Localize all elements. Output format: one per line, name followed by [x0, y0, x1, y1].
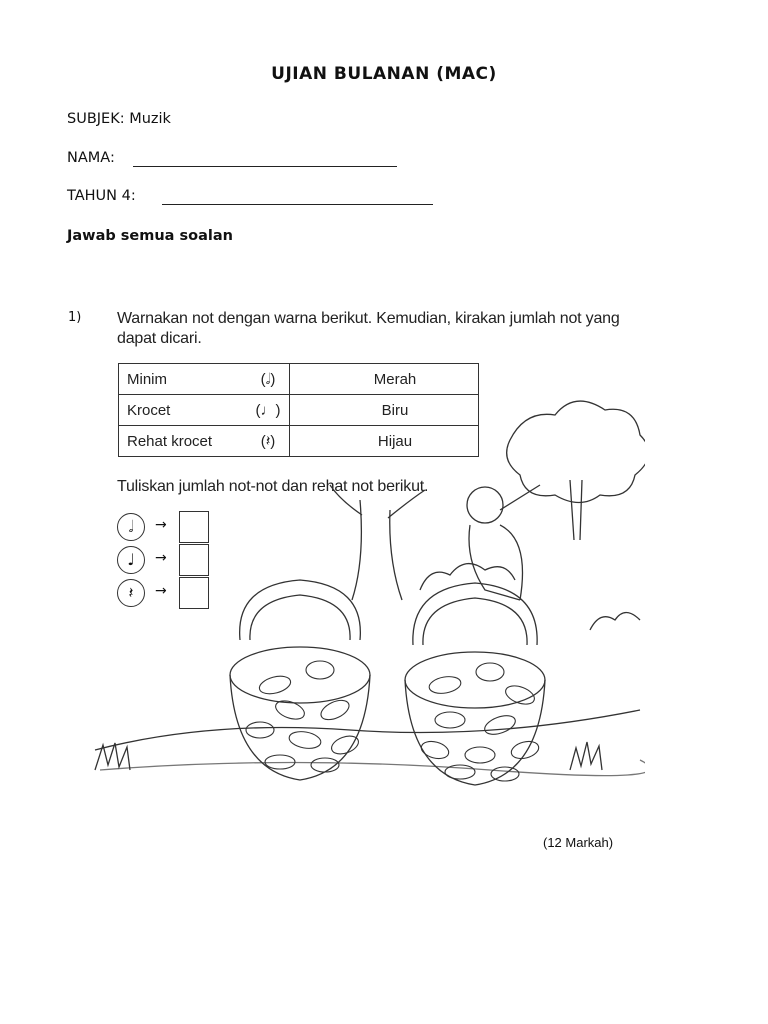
- baskets-illustration: [90, 300, 645, 820]
- minim-note-icon: 𝅗𝅥: [117, 513, 145, 541]
- arrow-icon: →: [155, 550, 167, 566]
- question-figure: [90, 300, 645, 820]
- arrow-icon: →: [155, 583, 167, 599]
- arrow-icon: →: [155, 517, 167, 533]
- crotchet-note-icon: ♩: [117, 546, 145, 574]
- year-label: TAHUN 4:: [67, 188, 136, 204]
- page-title: UJIAN BULANAN (MAC): [271, 64, 497, 84]
- year-answer-line[interactable]: [162, 204, 433, 205]
- subject-line: SUBJEK: Muzik: [67, 111, 171, 127]
- note-name: Krocet: [119, 395, 248, 426]
- note-name: Minim: [119, 364, 248, 395]
- note-name: Rehat krocet: [119, 426, 248, 457]
- crotchet-rest-icon: 𝄽: [117, 579, 145, 607]
- general-instruction: Jawab semua soalan: [67, 228, 233, 244]
- crotchet-rest-icon: (𝄽): [247, 426, 290, 457]
- question-number: 1): [68, 310, 82, 325]
- name-label: NAMA:: [67, 150, 115, 166]
- marks-label: (12 Markah): [543, 835, 614, 850]
- note-color: Merah: [290, 364, 479, 395]
- note-color: Biru: [290, 395, 479, 426]
- question-instruction-2: dapat dicari.: [117, 330, 202, 347]
- minim-note-icon: (𝅗𝅥): [247, 364, 290, 395]
- name-answer-line[interactable]: [133, 166, 397, 167]
- note-color: Hijau: [290, 426, 479, 457]
- question-instruction-1: Warnakan not dengan warna berikut. Kemudian, kirakan jumlah not yang: [117, 310, 620, 327]
- sub-instruction: Tuliskan jumlah not-not dan rehat not berikut.: [117, 478, 429, 495]
- crotchet-note-icon: (♩): [247, 395, 290, 426]
